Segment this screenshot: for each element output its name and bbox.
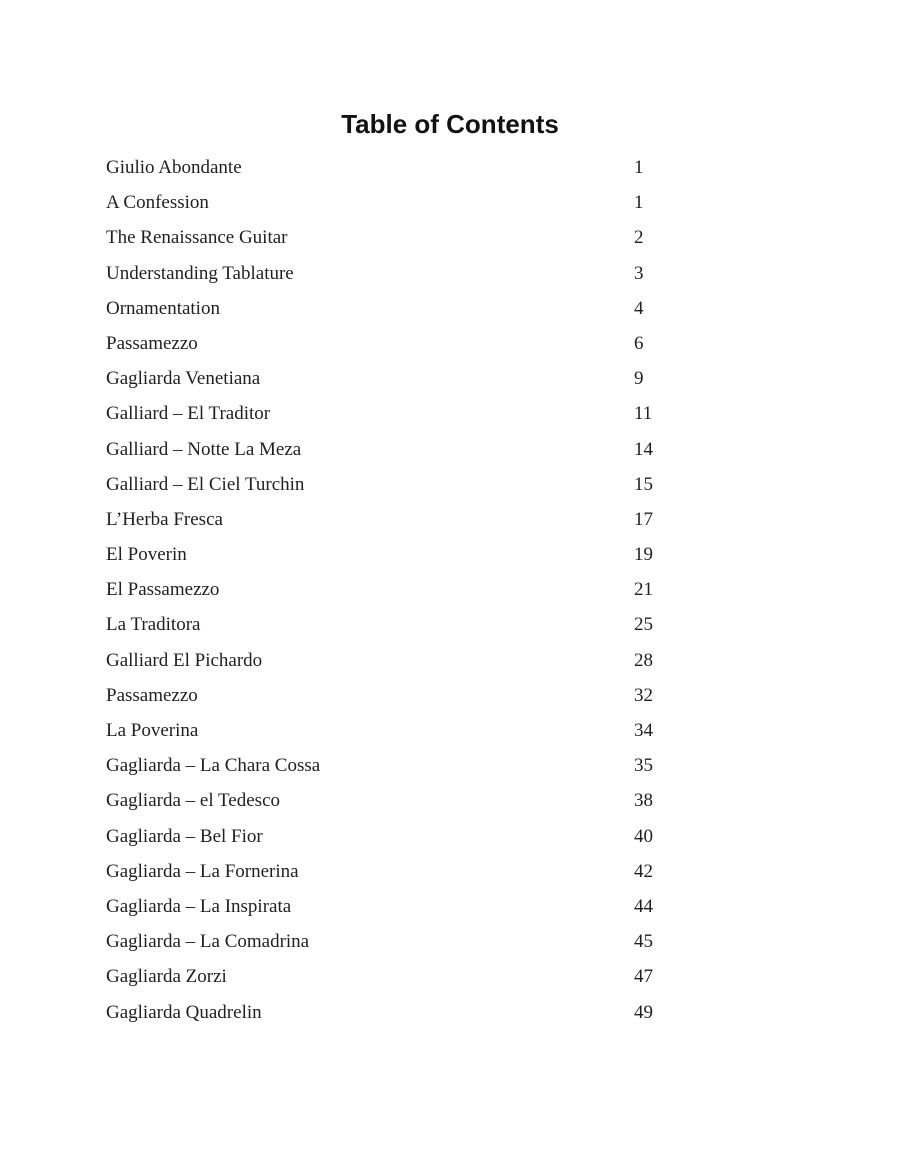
toc-row [106, 396, 706, 431]
toc-entry-page: 47 [634, 966, 653, 988]
toc-row [106, 361, 706, 396]
toc-row [106, 185, 706, 220]
toc-entry-title: The Renaissance Guitar [106, 227, 288, 249]
toc-row [106, 256, 706, 291]
toc-entry-page: 44 [634, 895, 653, 917]
toc-row [106, 220, 706, 255]
toc-entry-title: Understanding Tablature [106, 262, 294, 284]
toc-entry-title: Gagliarda – La Inspirata [106, 895, 292, 917]
toc-entry-page: 45 [634, 931, 653, 953]
toc-entry-page: 40 [634, 825, 653, 847]
toc-row [106, 713, 706, 748]
page-title: Table of Contents [341, 109, 559, 139]
toc-entry-page: 28 [634, 649, 653, 671]
toc-row [106, 432, 706, 467]
toc-row [106, 889, 706, 924]
toc-row [106, 502, 706, 537]
toc-entry-page: 25 [634, 614, 653, 636]
toc-row [106, 748, 706, 783]
toc-row [106, 291, 706, 326]
toc-entry-title: Passamezzo [106, 332, 198, 354]
toc-entry-page: 19 [634, 544, 653, 566]
toc-entry-title: Gagliarda – Bel Fior [106, 825, 263, 847]
toc-entry-page: 4 [634, 297, 644, 319]
toc-row [106, 150, 706, 185]
toc-entry-title: Gagliarda – La Fornerina [106, 860, 299, 882]
toc-entry-title: Ornamentation [106, 297, 220, 319]
toc-entry-page: 21 [634, 579, 653, 601]
toc-entry-title: Galliard – El Ciel Turchin [106, 473, 305, 495]
toc-entry-title: Gagliarda – La Comadrina [106, 931, 310, 953]
toc-entry-title: Gagliarda Quadrelin [106, 1001, 262, 1023]
toc-list [106, 150, 706, 1030]
toc-entry-page: 42 [634, 860, 653, 882]
toc-row [106, 783, 706, 818]
toc-row [106, 572, 706, 607]
toc-entry-title: Galliard – Notte La Meza [106, 438, 302, 460]
toc-entry-title: La Poverina [106, 720, 199, 741]
toc-entry-title: El Passamezzo [106, 579, 220, 601]
toc-row [106, 995, 706, 1030]
toc-entry-page: 32 [634, 684, 653, 706]
toc-row [106, 854, 706, 889]
toc-row [106, 924, 706, 959]
toc-entry-page: 6 [634, 332, 644, 354]
toc-entry-page: 11 [634, 403, 653, 425]
toc-row [106, 537, 706, 572]
toc-row [106, 326, 706, 361]
toc-row [106, 643, 706, 678]
toc-entry-page: 3 [634, 262, 644, 284]
toc-row [106, 607, 706, 642]
toc-entry-title: Gagliarda – La Chara Cossa [106, 755, 321, 777]
toc-entry-page: 14 [634, 438, 653, 460]
toc-entry-page: 49 [634, 1001, 653, 1023]
toc-row [106, 819, 706, 854]
toc-entry-title: El Poverin [106, 544, 187, 566]
toc-entry-page: 2 [634, 227, 644, 249]
toc-row [106, 959, 706, 994]
toc-entry-title: Gagliarda Venetiana [106, 368, 261, 390]
toc-entry-title: Galliard – El Traditor [106, 403, 271, 425]
toc-entry-title: L’Herba Fresca [106, 508, 223, 530]
toc-entry-title: Galliard El Pichardo [106, 649, 263, 671]
toc-entry-page: 1 [634, 157, 644, 178]
toc-entry-page: 35 [634, 755, 653, 777]
toc-entry-title: La Traditora [106, 614, 201, 636]
toc-entry-title: Gagliarda Zorzi [106, 966, 227, 988]
toc-entry-page: 38 [634, 790, 653, 812]
toc-entry-title: Passamezzo [106, 684, 198, 706]
toc-row [106, 467, 706, 502]
toc-entry-page: 9 [634, 368, 644, 390]
toc-entry-page: 15 [634, 473, 653, 495]
toc-entry-title: Gagliarda – el Tedesco [106, 790, 280, 812]
toc-entry-title: Giulio Abondante [106, 157, 242, 178]
toc-row [106, 678, 706, 713]
toc-entry-page: 17 [634, 508, 653, 530]
toc-entry-title: A Confession [106, 192, 209, 214]
toc-entry-page: 1 [634, 192, 644, 214]
toc-entry-page: 34 [634, 720, 653, 741]
